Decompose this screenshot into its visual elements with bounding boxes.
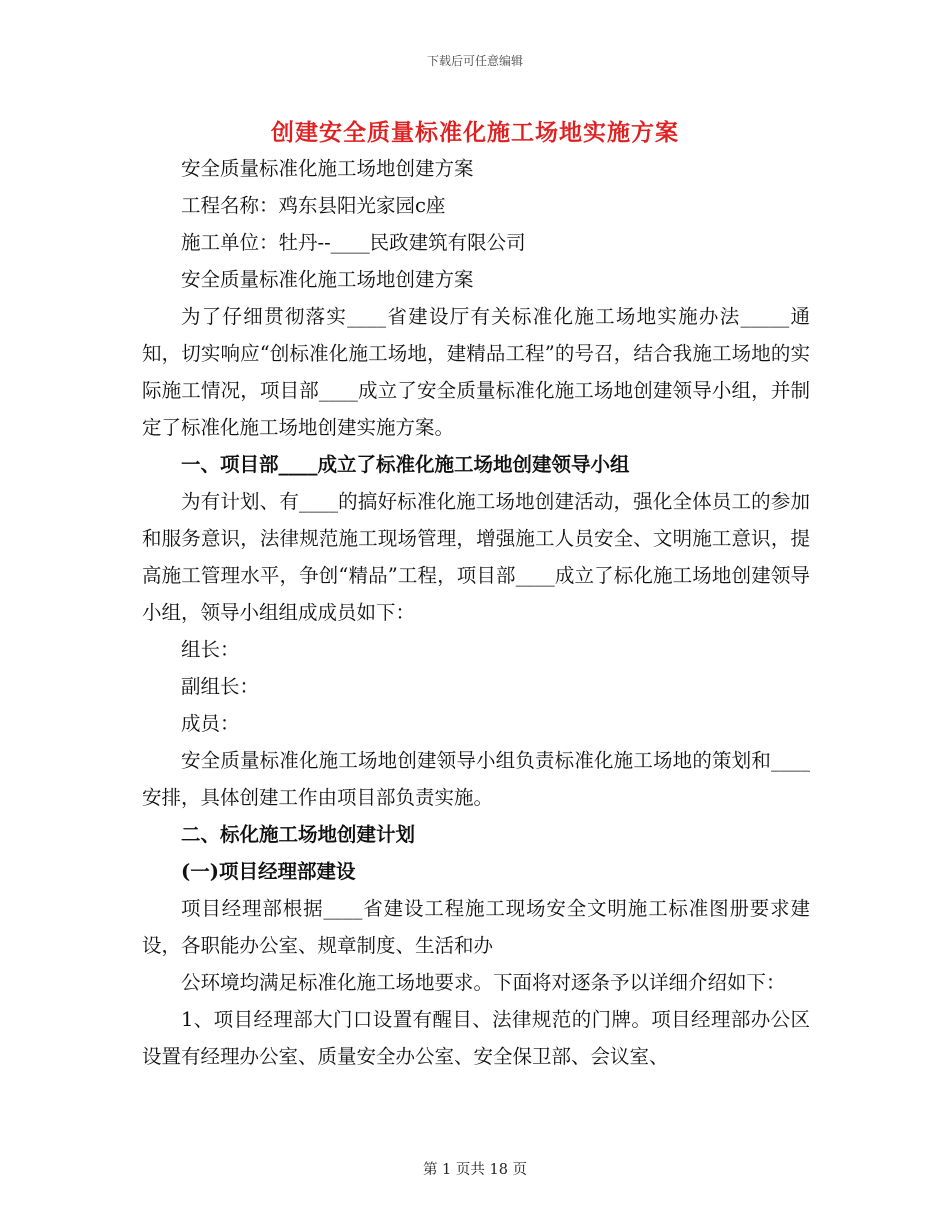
paragraph-pm-department: 项目经理部根据____省建设工程施工现场安全文明施工标准图册要求建设，各职能办公室、规章制度、生活和办 bbox=[142, 897, 810, 957]
paragraph-project-name: 工程名称：鸡东县阳光家园c座 bbox=[181, 194, 446, 217]
page-footer: 第 1 页共 18 页 bbox=[422, 1162, 528, 1178]
paragraph-deputy-leader: 副组长： bbox=[181, 675, 260, 698]
header-note: 下载后可任意编辑 bbox=[426, 54, 523, 68]
section-heading-2: 二、标化施工场地创建计划 bbox=[181, 823, 416, 846]
section-heading-1: 一、项目部____成立了标准化施工场地创建领导小组 bbox=[181, 453, 630, 476]
document-body bbox=[142, 150, 810, 1075]
paragraph-section-1: 为有计划、有____的搞好标准化施工场地创建活动，强化全体员工的参加和服务意识，法律规范施工现场管理，增强施工人员安全、文明施工意识，提高施工管理水平，争创“精品”工程，项目部____成立了标化施工场地创建领导小组，领导小组组成成员如下： bbox=[142, 490, 810, 624]
paragraph-plan-name-repeat: 安全质量标准化施工场地创建方案 bbox=[181, 268, 474, 291]
paragraph-item-1: 1、项目经理部大门口设置有醒目、法律规范的门牌。项目经理部办公区设置有经理办公室、质量安全办公室、安全保卫部、会议室、 bbox=[142, 1008, 810, 1068]
paragraph-members: 成员： bbox=[181, 712, 240, 735]
paragraph-leader: 组长： bbox=[181, 638, 240, 661]
subsection-heading-1: (一)项目经理部建设 bbox=[181, 860, 356, 883]
paragraph-responsibility: 安全质量标准化施工场地创建领导小组负责标准化施工场地的策划和____安排，具体创建工作由项目部负责实施。 bbox=[142, 749, 810, 809]
paragraph-construction-unit: 施工单位：牡丹--____民政建筑有限公司 bbox=[181, 231, 526, 254]
paragraph-plan-name: 安全质量标准化施工场地创建方案 bbox=[181, 157, 474, 180]
paragraph-office-environment: 公环境均满足标准化施工场地要求。下面将对逐条予以详细介绍如下： bbox=[181, 971, 786, 994]
document-title: 创建安全质量标准化施工场地实施方案 bbox=[271, 119, 679, 146]
paragraph-intro: 为了仔细贯彻落实____省建设厅有关标准化施工场地实施办法_____通知，切实响应“创标准化施工场地，建精品工程”的号召，结合我施工场地的实际施工情况，项目部____成立了安全质量标准化施工场地创建领导小组，并制定了标准化施工场地创建实施方案。 bbox=[142, 305, 810, 439]
